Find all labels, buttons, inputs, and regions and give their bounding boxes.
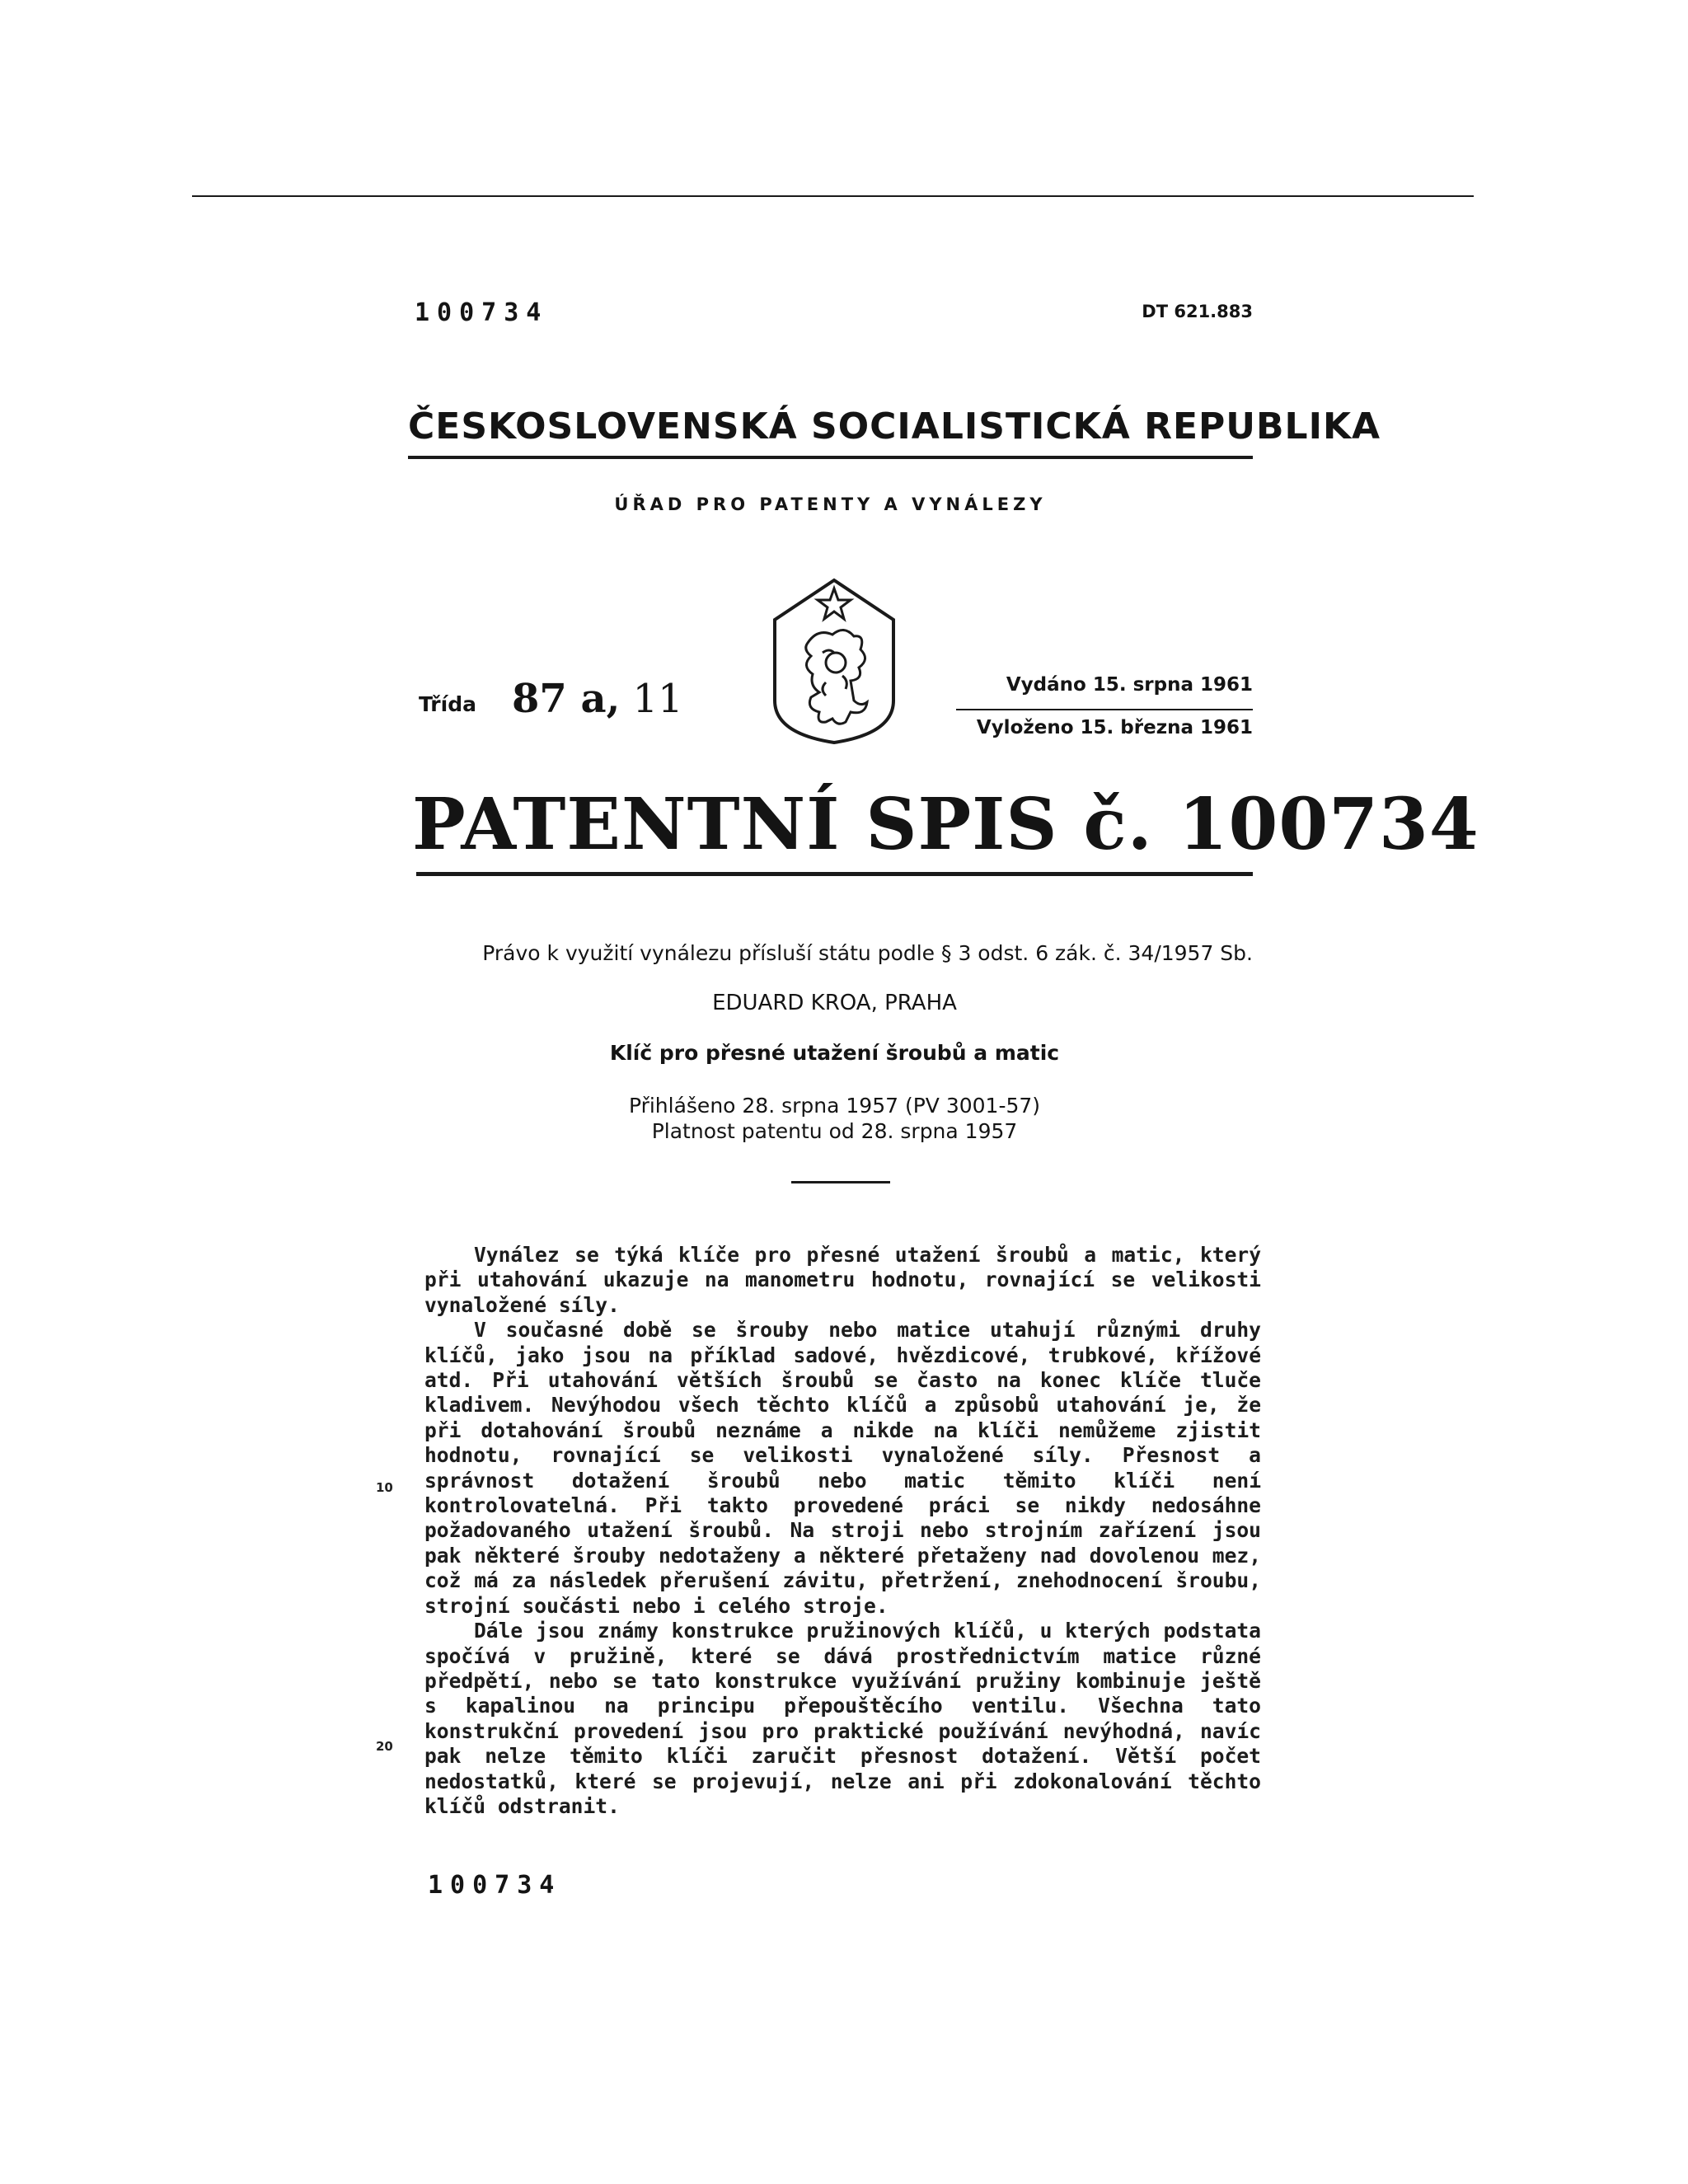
document-number-bottom: 100734 <box>428 1871 562 1900</box>
laid-open-date: Vyloženo 15. března 1961 <box>976 717 1253 738</box>
title-rule <box>416 872 1253 876</box>
republic-name: ČESKOSLOVENSKÁ SOCIALISTICKÁ REPUBLIKA <box>408 405 1381 448</box>
top-rule <box>192 195 1474 197</box>
inventor-name: EDUARD KROA, PRAHA <box>712 991 957 1015</box>
document-number-top: 100734 <box>415 298 549 327</box>
rights-statement: Právo k využití vynálezu přísluší státu podle § 3 odst. 6 zák. č. 34/1957 Sb. <box>482 941 1253 965</box>
paragraph: V současné době se šrouby nebo matice utahují různými druhy klíčů, jako jsou na příklad sadové, hvězdicové, trubkové, křížové atd. Při utahování větších šroubů se často na konec klíče tluče kladivem. Nevýhodou všech těchto klíčů a způsobů utahování je, že při dotahování šroubů neznáme a nikde na klíči nemůžeme zjistit hodnotu, rovnající se velikosti vynaložené síly. Přesnost a správnost dotažení šroubů nebo matic těmito klíči není kontrolovatelná. Při takto provedené práci se nikdy nedosáhne požadovaného utažení šroubů. Na stroji nebo strojním zařízení jsou pak některé šrouby nedotaženy a některé přetaženy nad dovolenou mez, což má za následek přerušení závitu, přetržení, znehodnocení šroubu, strojní součásti nebo i celého stroje. <box>424 1318 1261 1618</box>
description-body <box>424 1243 1261 1819</box>
classification-code: DT 621.883 <box>1142 302 1253 321</box>
patent-title: PATENTNÍ SPIS č. 100734 <box>412 783 1479 866</box>
republic-rule <box>408 456 1253 459</box>
class-label: Třída <box>419 692 476 716</box>
validity-date: Platnost patentu od 28. srpna 1957 <box>651 1119 1018 1143</box>
filing-date: Přihlášeno 28. srpna 1957 (PV 3001-57) <box>628 1094 1041 1118</box>
invention-subject: Klíč pro přesné utažení šroubů a matic <box>609 1041 1060 1065</box>
class-value <box>512 676 683 722</box>
section-divider <box>791 1181 890 1183</box>
issued-date: Vydáno 15. srpna 1961 <box>1006 674 1253 696</box>
date-rule <box>956 709 1253 710</box>
class-main: 87 a, <box>512 676 621 722</box>
state-emblem-icon <box>768 577 900 746</box>
line-number: 20 <box>376 1739 393 1754</box>
paragraph: Dále jsou známy konstrukce pružinových klíčů, u kterých podstata spočívá v pružině, které se dává prostřednictvím matice různé předpětí, nebo se tato konstrukce využívání pružiny kombinuje ještě s kapalinou na principu přepouštěcího ventilu. Všechna tato konstrukční provedení jsou pro praktické používání nevýhodná, navíc pak nelze těmito klíči zaručit přesnost dotažení. Větší počet nedostatků, které se projevují, nelze ani při zdokonalování těchto klíčů odstranit. <box>424 1619 1261 1818</box>
paragraph: Vynález se týká klíče pro přesné utažení šroubů a matic, který při utahování ukazuje na manometru hodnotu, rovnající se velikosti vynaložené síly. <box>424 1243 1261 1317</box>
line-number: 10 <box>376 1480 393 1495</box>
patent-office-name: ÚŘAD PRO PATENTY A VYNÁLEZY <box>614 494 1047 514</box>
class-sub: 11 <box>632 676 683 722</box>
